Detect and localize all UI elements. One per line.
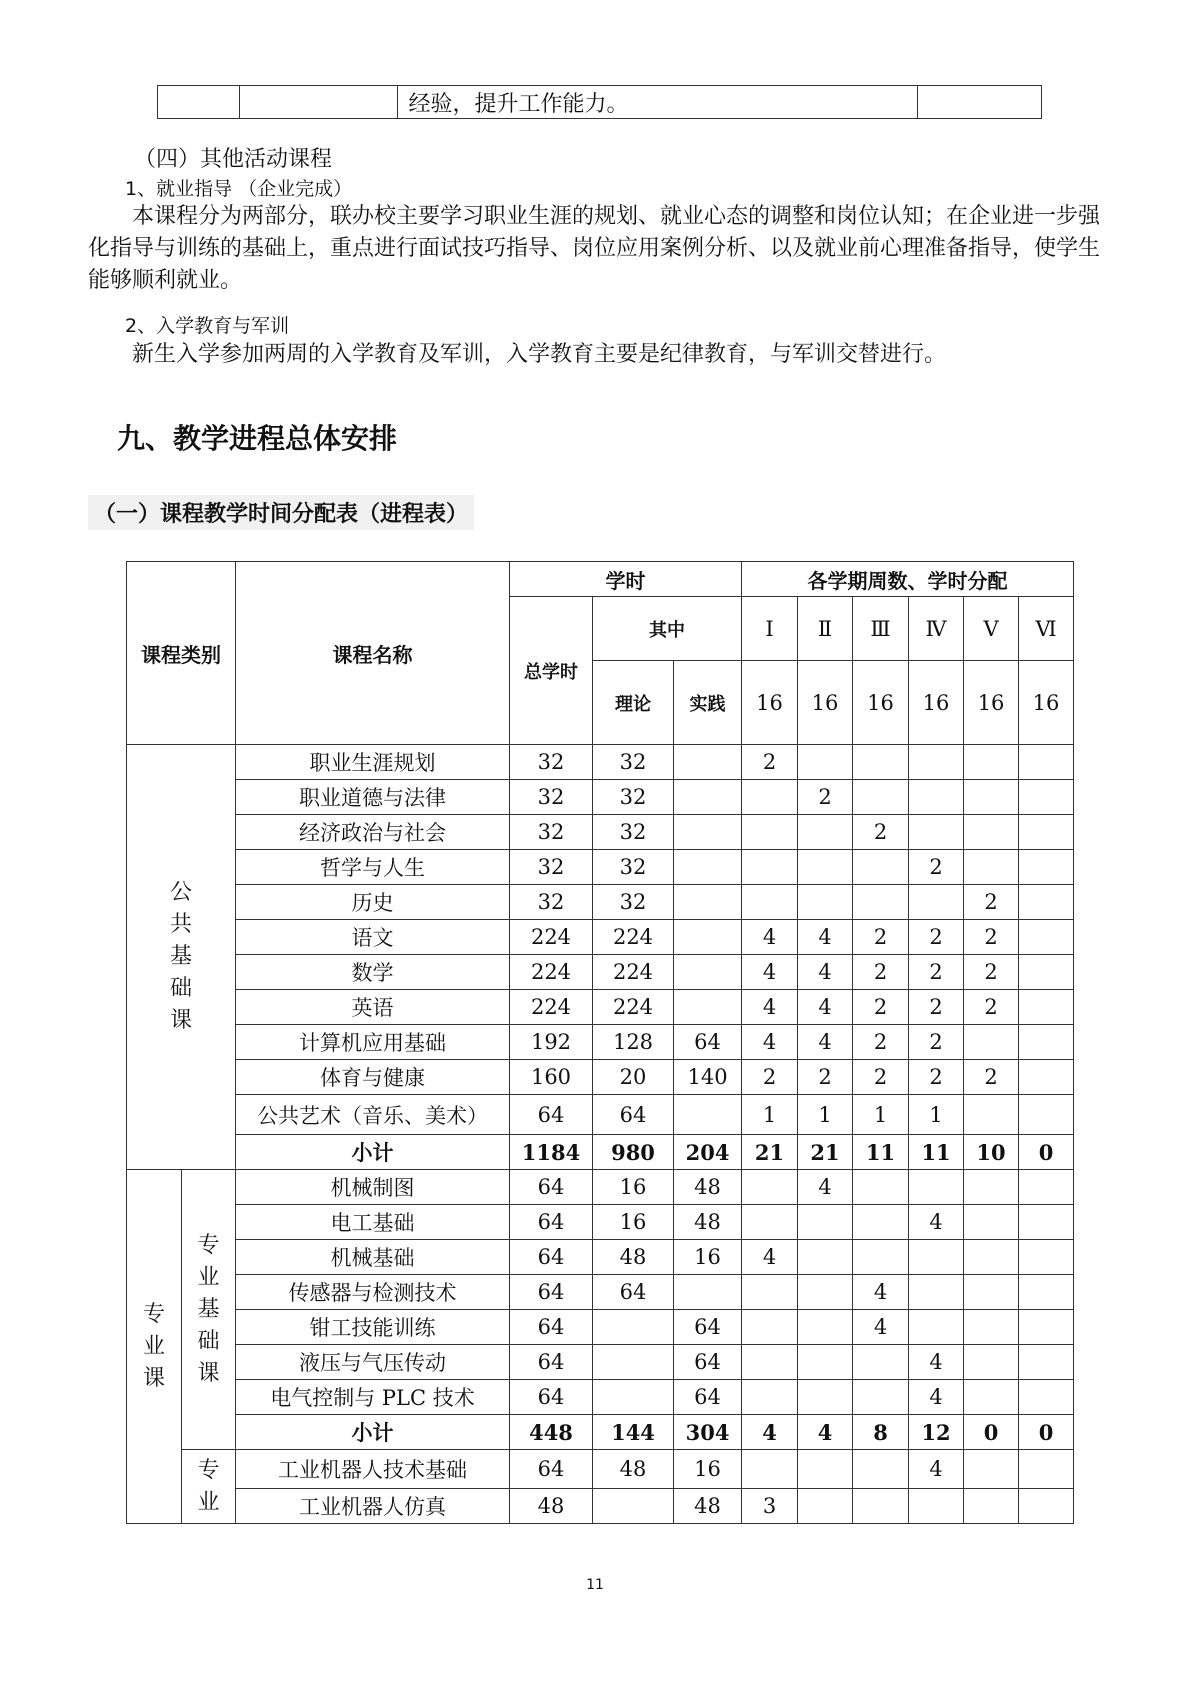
header-semester-3: Ⅲ (853, 597, 909, 661)
semester-5-hours (964, 1380, 1019, 1415)
theory-hours (593, 1310, 674, 1345)
theory-hours: 64 (593, 1275, 674, 1310)
semester-1-hours: 4 (742, 1025, 798, 1060)
semester-2-hours (798, 1275, 853, 1310)
semester-1-hours (742, 1450, 798, 1489)
practice-hours (674, 920, 742, 955)
table-row (127, 745, 1074, 780)
semester-2-hours: 21 (798, 1135, 853, 1170)
semester-6-hours (1019, 745, 1074, 780)
practice-hours (674, 745, 742, 780)
semester-3-hours: 2 (853, 1060, 909, 1095)
semester-1-hours (742, 850, 798, 885)
semester-3-hours (853, 1205, 909, 1240)
schedule-subheading: （一）课程教学时间分配表（进程表） (88, 495, 474, 530)
practice-hours: 140 (674, 1060, 742, 1095)
semester-2-weeks: 16 (798, 661, 853, 745)
subtotal-label: 小计 (236, 1135, 510, 1170)
semester-3-hours: 2 (853, 920, 909, 955)
total-hours: 224 (510, 920, 593, 955)
semester-4-hours: 4 (909, 1380, 964, 1415)
total-hours: 64 (510, 1345, 593, 1380)
semester-6-hours: 0 (1019, 1135, 1074, 1170)
course-name: 语文 (236, 920, 510, 955)
total-hours: 64 (510, 1275, 593, 1310)
semester-3-weeks: 16 (853, 661, 909, 745)
semester-3-hours: 2 (853, 990, 909, 1025)
table-row (127, 1310, 1074, 1345)
practice-hours (674, 1095, 742, 1135)
theory-hours: 224 (593, 920, 674, 955)
page-number: 11 (586, 1577, 604, 1593)
practice-hours (674, 885, 742, 920)
item-2-title: 2、入学教育与军训 (125, 315, 290, 337)
semester-1-hours (742, 1310, 798, 1345)
semester-3-hours: 8 (853, 1415, 909, 1450)
course-name: 液压与气压传动 (236, 1345, 510, 1380)
empty-cell (917, 86, 1041, 119)
item-1-body: 本课程分为两部分，联办校主要学习职业生涯的规划、就业心态的调整和岗位认知；在企业进一步强化指导与训练的基础上，重点进行面试技巧指导、岗位应用案例分析、以及就业前心理准备指导，使学生能够顺利就业。 (88, 204, 1101, 293)
total-hours: 160 (510, 1060, 593, 1095)
theory-hours: 20 (593, 1060, 674, 1095)
total-hours: 64 (510, 1310, 593, 1345)
table-row (127, 780, 1074, 815)
table-row (127, 1345, 1074, 1380)
semester-6-hours (1019, 1095, 1074, 1135)
course-name: 工业机器人仿真 (236, 1489, 510, 1524)
practice-hours: 64 (674, 1380, 742, 1415)
semester-1-hours: 4 (742, 1240, 798, 1275)
semester-6-hours (1019, 1310, 1074, 1345)
semester-6-hours (1019, 1025, 1074, 1060)
theory-hours: 64 (593, 1095, 674, 1135)
semester-6-hours (1019, 885, 1074, 920)
theory-hours: 32 (593, 745, 674, 780)
subtotal-label: 小计 (236, 1415, 510, 1450)
semester-2-hours: 2 (798, 1060, 853, 1095)
table-row (127, 990, 1074, 1025)
total-hours: 64 (510, 1205, 593, 1240)
semester-1-hours (742, 1170, 798, 1205)
practice-hours (674, 850, 742, 885)
semester-2-hours (798, 1345, 853, 1380)
course-name: 计算机应用基础 (236, 1025, 510, 1060)
theory-hours: 16 (593, 1205, 674, 1240)
total-hours: 48 (510, 1489, 593, 1524)
semester-1-hours: 3 (742, 1489, 798, 1524)
semester-4-hours: 12 (909, 1415, 964, 1450)
semester-5-hours (964, 1240, 1019, 1275)
semester-1-hours (742, 1345, 798, 1380)
semester-4-hours: 4 (909, 1345, 964, 1380)
semester-5-hours (964, 1095, 1019, 1135)
semester-4-hours: 2 (909, 1060, 964, 1095)
semester-6-hours (1019, 1380, 1074, 1415)
semester-3-hours: 2 (853, 955, 909, 990)
semester-4-hours (909, 1310, 964, 1345)
semester-2-hours (798, 1310, 853, 1345)
semester-5-hours (964, 1170, 1019, 1205)
semester-2-hours: 4 (798, 920, 853, 955)
semester-1-hours: 2 (742, 1060, 798, 1095)
theory-hours: 16 (593, 1170, 674, 1205)
semester-4-hours: 4 (909, 1205, 964, 1240)
semester-3-hours: 1 (853, 1095, 909, 1135)
course-name: 钳工技能训练 (236, 1310, 510, 1345)
course-name: 哲学与人生 (236, 850, 510, 885)
practice-hours: 16 (674, 1240, 742, 1275)
semester-6-hours (1019, 920, 1074, 955)
semester-2-hours: 4 (798, 1415, 853, 1450)
continued-text-cell: 经验，提升工作能力。 (398, 86, 917, 119)
semester-4-hours (909, 780, 964, 815)
subtotal-row (127, 1415, 1074, 1450)
total-hours: 64 (510, 1240, 593, 1275)
theory-hours: 32 (593, 815, 674, 850)
empty-cell (158, 86, 240, 119)
theory-hours: 32 (593, 850, 674, 885)
semester-6-hours (1019, 990, 1074, 1025)
subtotal-row (127, 1135, 1074, 1170)
semester-4-hours (909, 885, 964, 920)
total-hours: 32 (510, 780, 593, 815)
semester-2-hours: 4 (798, 1170, 853, 1205)
theory-hours: 48 (593, 1450, 674, 1489)
total-hours: 32 (510, 850, 593, 885)
semester-4-hours (909, 815, 964, 850)
semester-2-hours (798, 1240, 853, 1275)
header-practice: 实践 (674, 661, 742, 745)
table-row (127, 1275, 1074, 1310)
semester-4-hours (909, 1170, 964, 1205)
course-name: 职业生涯规划 (236, 745, 510, 780)
course-name: 电工基础 (236, 1205, 510, 1240)
table-row (127, 955, 1074, 990)
table-row (127, 1240, 1074, 1275)
section-9-heading: 九、教学进程总体安排 (117, 422, 398, 455)
semester-4-hours: 1 (909, 1095, 964, 1135)
semester-2-hours (798, 885, 853, 920)
table-row (127, 1095, 1074, 1135)
semester-1-hours (742, 815, 798, 850)
header-semester-4: Ⅳ (909, 597, 964, 661)
semester-2-hours (798, 1450, 853, 1489)
practice-hours: 64 (674, 1345, 742, 1380)
course-name: 英语 (236, 990, 510, 1025)
total-hours: 224 (510, 955, 593, 990)
course-name: 经济政治与社会 (236, 815, 510, 850)
semester-4-hours (909, 1275, 964, 1310)
course-name: 机械制图 (236, 1170, 510, 1205)
semester-2-hours: 4 (798, 1025, 853, 1060)
semester-5-hours (964, 1310, 1019, 1345)
course-name: 机械基础 (236, 1240, 510, 1275)
semester-2-hours (798, 1380, 853, 1415)
semester-1-hours: 1 (742, 1095, 798, 1135)
semester-1-hours: 4 (742, 990, 798, 1025)
semester-5-hours (964, 1275, 1019, 1310)
practice-hours: 64 (674, 1025, 742, 1060)
semester-5-hours (964, 780, 1019, 815)
semester-4-hours (909, 1489, 964, 1524)
practice-hours: 48 (674, 1170, 742, 1205)
semester-3-hours (853, 1345, 909, 1380)
practice-hours: 48 (674, 1205, 742, 1240)
semester-1-hours: 2 (742, 745, 798, 780)
course-name: 数学 (236, 955, 510, 990)
semester-4-weeks: 16 (909, 661, 964, 745)
semester-4-hours (909, 1240, 964, 1275)
practice-hours (674, 815, 742, 850)
semester-5-hours: 2 (964, 885, 1019, 920)
semester-2-hours: 4 (798, 955, 853, 990)
semester-3-hours: 4 (853, 1275, 909, 1310)
header-hours: 学时 (510, 562, 742, 597)
semester-3-hours (853, 745, 909, 780)
semester-2-hours (798, 815, 853, 850)
total-hours: 448 (510, 1415, 593, 1450)
semester-3-hours (853, 1489, 909, 1524)
semester-1-hours (742, 885, 798, 920)
practice-hours (674, 990, 742, 1025)
theory-hours: 128 (593, 1025, 674, 1060)
total-hours: 64 (510, 1450, 593, 1489)
professional-basic-subcategory: 专 业 基 础 课 (182, 1170, 236, 1450)
total-hours: 1184 (510, 1135, 593, 1170)
table-row (127, 1205, 1074, 1240)
semester-1-hours (742, 780, 798, 815)
semester-5-hours (964, 815, 1019, 850)
table-row (127, 1060, 1074, 1095)
course-name: 历史 (236, 885, 510, 920)
semester-1-hours (742, 1380, 798, 1415)
header-semester-1: Ⅰ (742, 597, 798, 661)
semester-6-hours (1019, 1345, 1074, 1380)
course-name: 工业机器人技术基础 (236, 1450, 510, 1489)
semester-1-weeks: 16 (742, 661, 798, 745)
course-name: 电气控制与 PLC 技术 (236, 1380, 510, 1415)
header-course-name: 课程名称 (236, 562, 510, 745)
semester-3-hours: 2 (853, 815, 909, 850)
table-row (127, 1170, 1074, 1205)
semester-2-hours: 2 (798, 780, 853, 815)
semester-2-hours (798, 745, 853, 780)
semester-5-hours: 0 (964, 1415, 1019, 1450)
semester-6-hours (1019, 780, 1074, 815)
theory-hours: 224 (593, 990, 674, 1025)
semester-5-hours (964, 1450, 1019, 1489)
semester-6-hours (1019, 1205, 1074, 1240)
table-row (127, 1380, 1074, 1415)
semester-3-hours (853, 1240, 909, 1275)
semester-5-hours (964, 850, 1019, 885)
semester-6-hours (1019, 1170, 1074, 1205)
semester-2-hours (798, 850, 853, 885)
theory-hours: 32 (593, 780, 674, 815)
total-hours: 224 (510, 990, 593, 1025)
table-row (127, 1025, 1074, 1060)
semester-6-hours (1019, 1060, 1074, 1095)
header-semester-6: Ⅵ (1019, 597, 1074, 661)
theory-hours: 32 (593, 885, 674, 920)
semester-1-hours: 4 (742, 955, 798, 990)
table-row (127, 920, 1074, 955)
semester-2-hours: 4 (798, 990, 853, 1025)
semester-2-hours: 1 (798, 1095, 853, 1135)
semester-6-hours (1019, 1240, 1074, 1275)
course-name: 职业道德与法律 (236, 780, 510, 815)
semester-6-hours (1019, 1275, 1074, 1310)
semester-6-hours (1019, 850, 1074, 885)
header-semester-5: Ⅴ (964, 597, 1019, 661)
semester-3-hours (853, 885, 909, 920)
semester-3-hours: 2 (853, 1025, 909, 1060)
semester-6-hours (1019, 815, 1074, 850)
professional-core-subcategory: 专 业 (182, 1450, 236, 1524)
semester-1-hours (742, 1275, 798, 1310)
practice-hours: 304 (674, 1415, 742, 1450)
semester-3-hours (853, 1170, 909, 1205)
total-hours: 64 (510, 1380, 593, 1415)
theory-hours: 48 (593, 1240, 674, 1275)
course-name: 公共艺术（音乐、美术） (236, 1095, 510, 1135)
semester-1-hours: 4 (742, 920, 798, 955)
semester-6-hours (1019, 1450, 1074, 1489)
continued-table-row (157, 85, 1042, 119)
semester-5-hours: 2 (964, 920, 1019, 955)
theory-hours (593, 1489, 674, 1524)
semester-6-hours: 0 (1019, 1415, 1074, 1450)
semester-4-hours: 2 (909, 955, 964, 990)
semester-4-hours: 2 (909, 1025, 964, 1060)
section-4-title: （四）其他活动课程 (134, 147, 333, 172)
table-row (127, 1450, 1074, 1489)
header-among: 其中 (593, 597, 742, 661)
public-basic-category: 公 共 基 础 课 (127, 745, 236, 1170)
semester-5-hours: 2 (964, 955, 1019, 990)
item-1-title: 1、就业指导 （企业完成） (125, 178, 353, 200)
semester-2-hours (798, 1489, 853, 1524)
theory-hours (593, 1345, 674, 1380)
semester-5-hours: 2 (964, 1060, 1019, 1095)
semester-3-hours: 11 (853, 1135, 909, 1170)
practice-hours: 204 (674, 1135, 742, 1170)
practice-hours (674, 1275, 742, 1310)
semester-2-hours (798, 1205, 853, 1240)
semester-5-weeks: 16 (964, 661, 1019, 745)
theory-hours: 224 (593, 955, 674, 990)
semester-5-hours (964, 1025, 1019, 1060)
semester-1-hours: 21 (742, 1135, 798, 1170)
semester-5-hours (964, 745, 1019, 780)
theory-hours: 980 (593, 1135, 674, 1170)
semester-3-hours (853, 1380, 909, 1415)
total-hours: 32 (510, 815, 593, 850)
header-semesters: 各学期周数、学时分配 (742, 562, 1074, 597)
semester-1-hours (742, 1205, 798, 1240)
total-hours: 192 (510, 1025, 593, 1060)
empty-cell (240, 86, 398, 119)
table-row (127, 885, 1074, 920)
professional-category: 专 业 课 (127, 1170, 182, 1524)
semester-4-hours (909, 745, 964, 780)
semester-6-hours (1019, 1489, 1074, 1524)
semester-1-hours: 4 (742, 1415, 798, 1450)
item-2-body: 新生入学参加两周的入学教育及军训，入学教育主要是纪律教育，与军训交替进行。 (132, 342, 947, 367)
header-category: 课程类别 (127, 562, 236, 745)
semester-4-hours: 2 (909, 850, 964, 885)
semester-3-hours: 4 (853, 1310, 909, 1345)
practice-hours: 64 (674, 1310, 742, 1345)
semester-5-hours (964, 1489, 1019, 1524)
semester-6-hours (1019, 955, 1074, 990)
total-hours: 32 (510, 745, 593, 780)
theory-hours: 144 (593, 1415, 674, 1450)
course-schedule-table (126, 561, 1074, 1524)
table-row (127, 1489, 1074, 1524)
semester-5-hours (964, 1345, 1019, 1380)
course-name: 体育与健康 (236, 1060, 510, 1095)
semester-5-hours (964, 1205, 1019, 1240)
semester-4-hours: 2 (909, 990, 964, 1025)
header-theory: 理论 (593, 661, 674, 745)
table-row (127, 850, 1074, 885)
header-semester-2: Ⅱ (798, 597, 853, 661)
semester-3-hours (853, 1450, 909, 1489)
course-name: 传感器与检测技术 (236, 1275, 510, 1310)
semester-5-hours: 2 (964, 990, 1019, 1025)
semester-5-hours: 10 (964, 1135, 1019, 1170)
table-row (127, 815, 1074, 850)
total-hours: 32 (510, 885, 593, 920)
practice-hours: 48 (674, 1489, 742, 1524)
practice-hours: 16 (674, 1450, 742, 1489)
semester-3-hours (853, 780, 909, 815)
header-total-hours: 总学时 (510, 597, 593, 745)
semester-4-hours: 2 (909, 920, 964, 955)
semester-4-hours: 4 (909, 1450, 964, 1489)
semester-6-weeks: 16 (1019, 661, 1074, 745)
practice-hours (674, 780, 742, 815)
semester-3-hours (853, 850, 909, 885)
semester-4-hours: 11 (909, 1135, 964, 1170)
total-hours: 64 (510, 1095, 593, 1135)
theory-hours (593, 1380, 674, 1415)
practice-hours (674, 955, 742, 990)
total-hours: 64 (510, 1170, 593, 1205)
